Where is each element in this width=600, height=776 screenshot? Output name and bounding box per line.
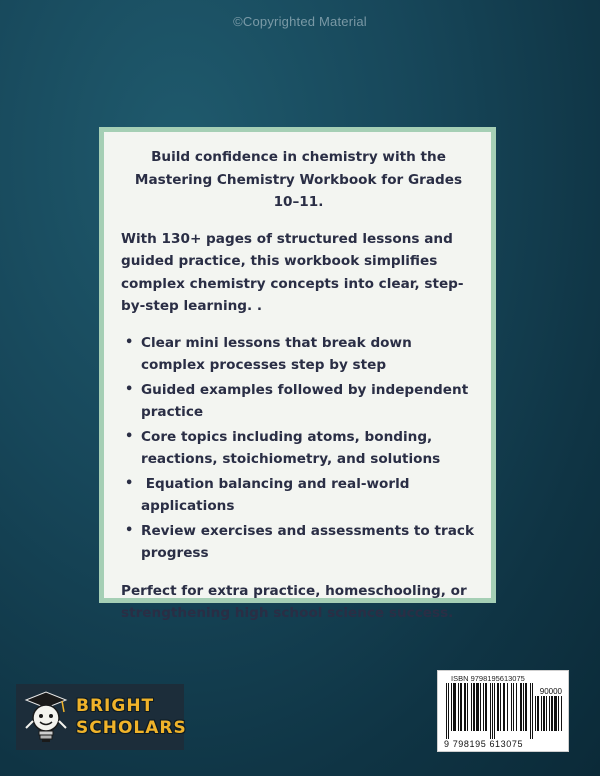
isbn-label: ISBN 9798195613075: [451, 674, 525, 683]
intro-text: Build confidence in chemistry with the Mastering Chemistry Workbook for Grades 10–11.: [134, 149, 463, 210]
logo-word-bright: BRIGHT: [76, 696, 155, 716]
publisher-logo: [16, 684, 187, 750]
bullet-icon: •: [125, 522, 134, 538]
list-item: • Equation balancing and real-world applications: [141, 473, 476, 518]
feature-list: [121, 332, 476, 565]
bullet-icon: •: [125, 381, 134, 397]
list-item: • Core topics including atoms, bonding, reactions, stoichiometry, and solutions: [141, 426, 476, 471]
barcode-addon-bars: [535, 696, 565, 739]
closing-text: Perfect for extra practice, homeschooling, or strengthening high school science success.: [121, 582, 467, 621]
list-item: • Guided examples followed by independent practice: [141, 379, 476, 424]
list-item: • Review exercises and assessments to track progress: [141, 520, 476, 565]
lightbulb-mascot-icon: [20, 688, 72, 748]
summary-paragraph: With 130+ pages of structured lessons and guided practice, this workbook simplifies complex chemistry concepts into clear, step-by-step learning. .: [121, 230, 464, 314]
list-item: • Clear mini lessons that break down complex processes step by step: [141, 332, 476, 377]
barcode-bars: [446, 683, 534, 739]
barcode-digits: 9 798195 613075: [444, 739, 524, 749]
isbn-barcode: [437, 670, 569, 752]
copyright-watermark: ©Copyrighted Material: [233, 14, 367, 29]
bullet-icon: •: [125, 428, 134, 444]
bullet-icon: •: [125, 334, 134, 350]
description-panel: [99, 127, 496, 621]
bullet-icon: •: [125, 475, 134, 491]
logo-word-scholars: SCHOLARS: [76, 718, 187, 738]
price-code: 90000: [539, 687, 562, 696]
